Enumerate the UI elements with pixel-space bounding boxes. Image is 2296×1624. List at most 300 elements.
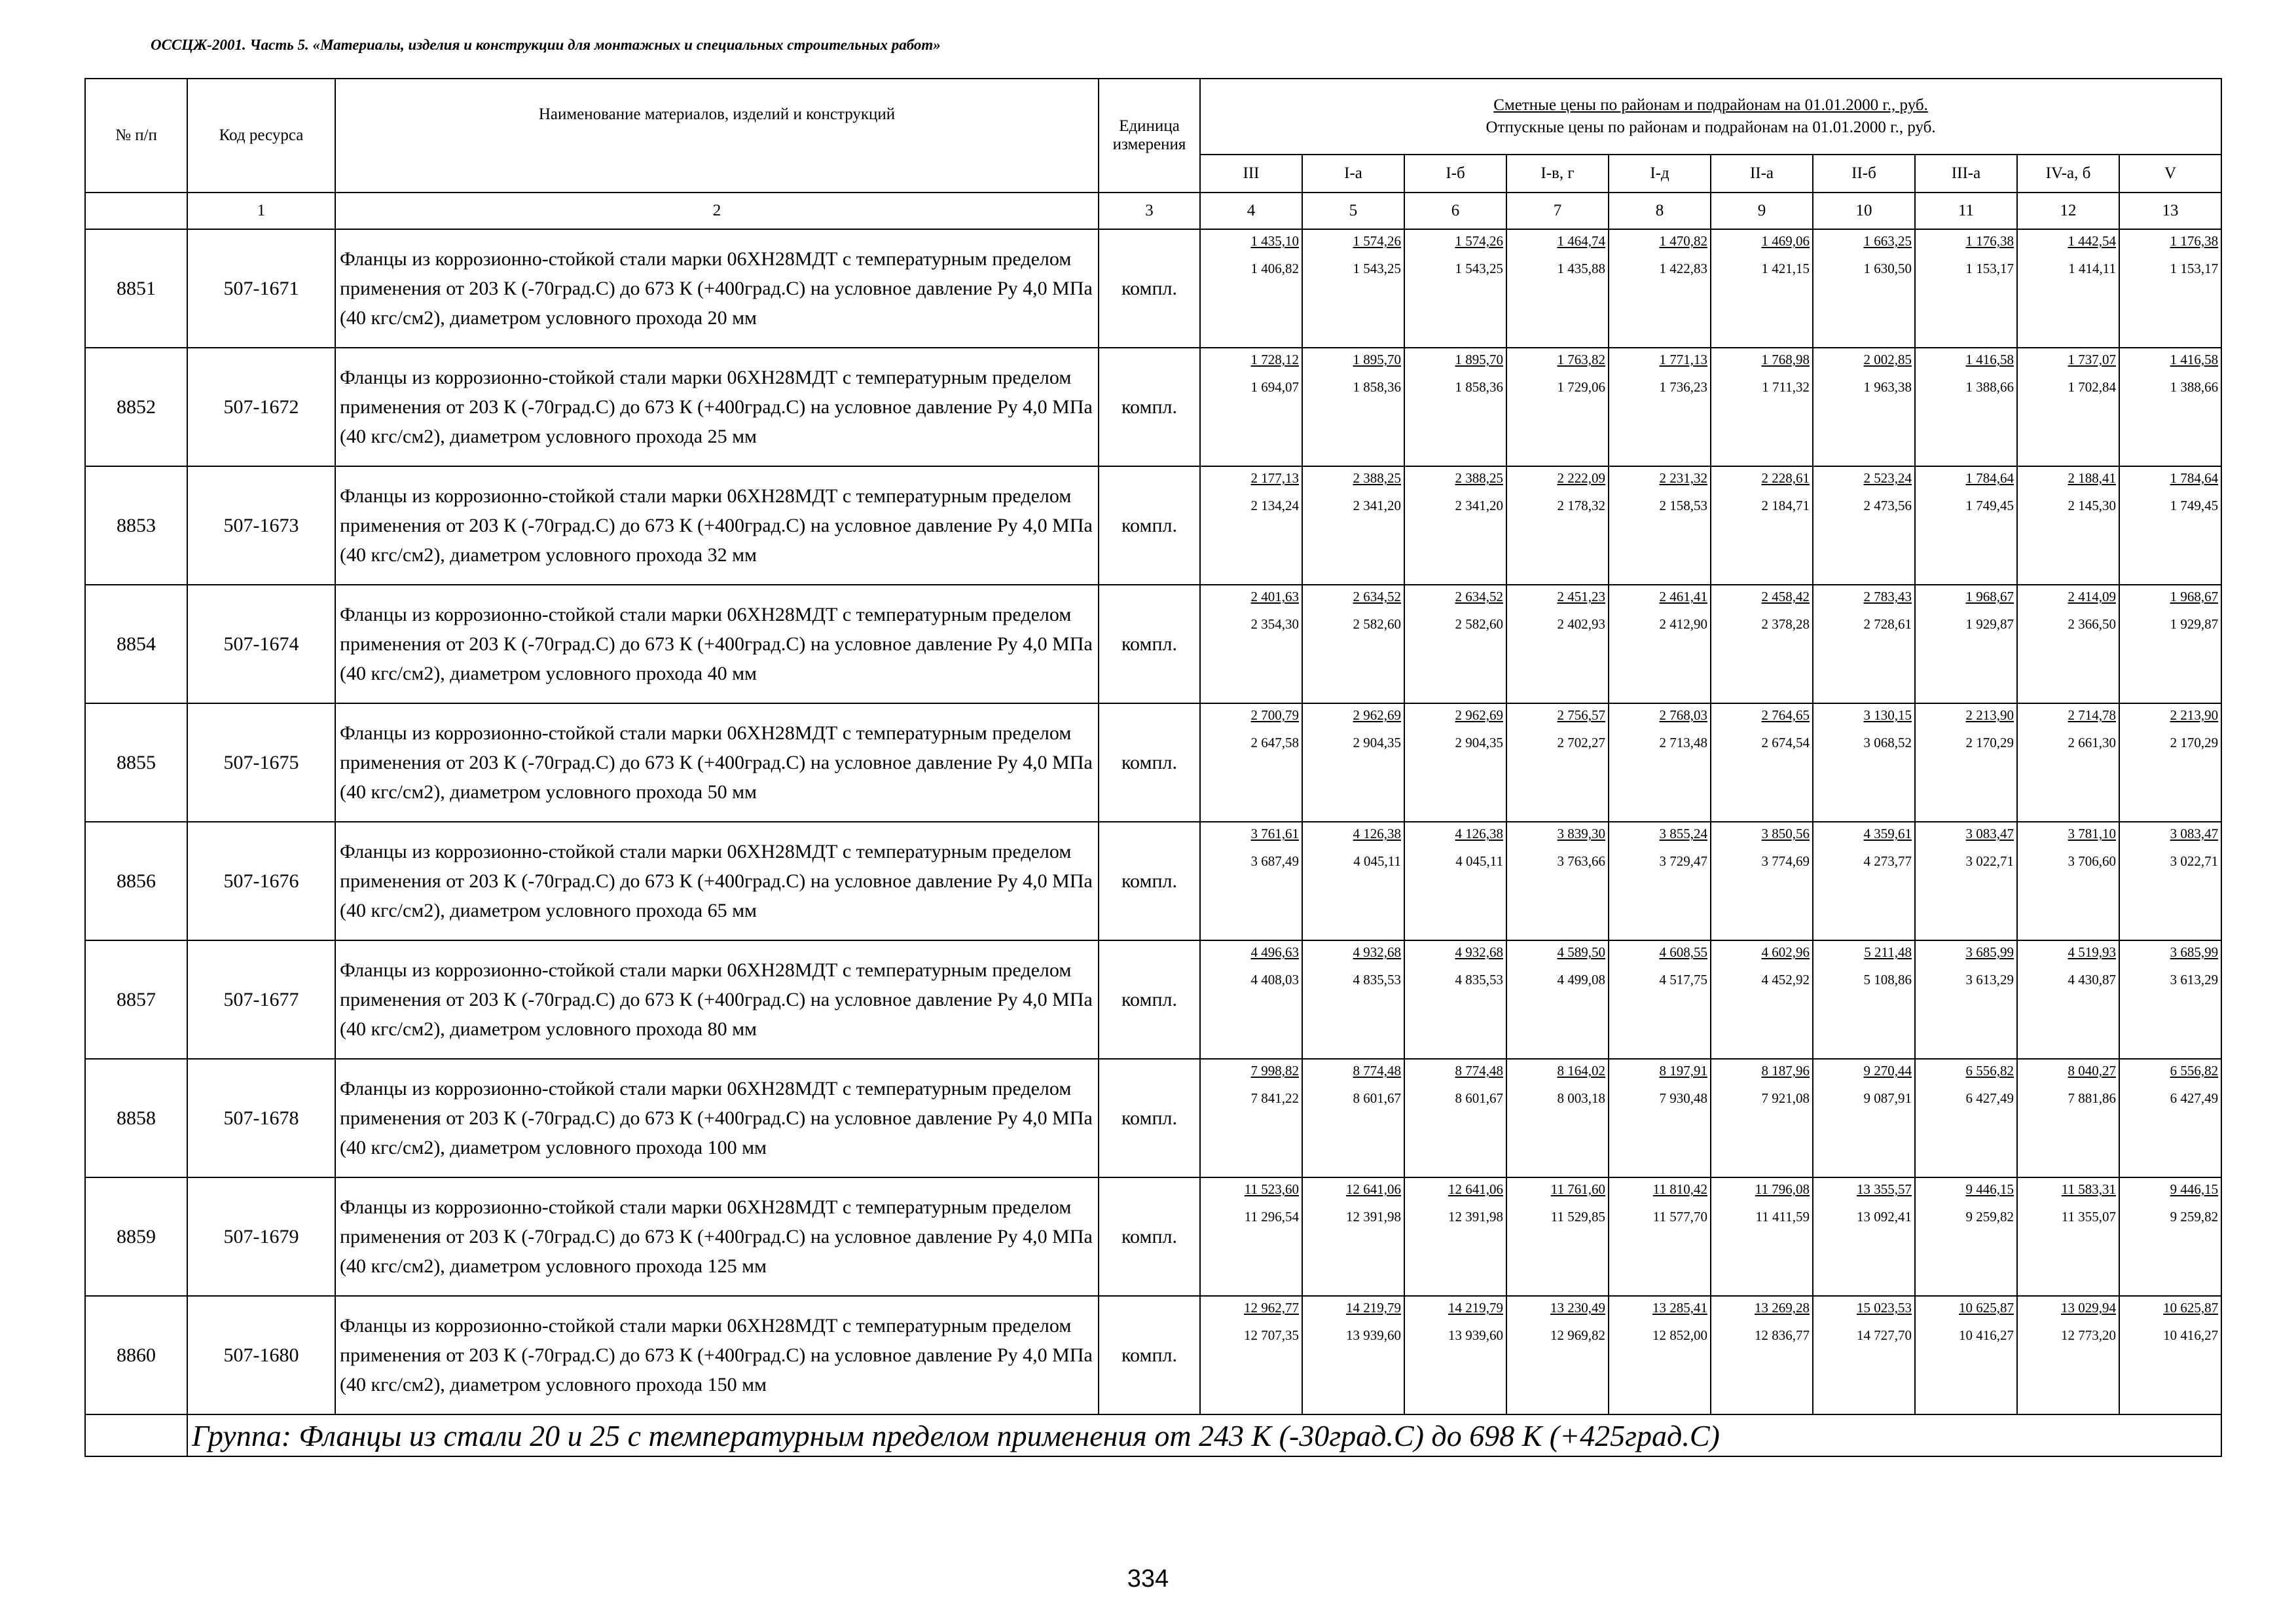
material-name: Фланцы из коррозионно-стойкой стали марки 06ХН28МДТ с температурным пределом применения от 203 К (-70град.С) до 673 К (+400град.С) на условное давление Ру 4,0 МПа (40 кгс/см2), диаметром условного прохода 80 мм bbox=[335, 940, 1099, 1059]
release-price: 1 749,45 bbox=[2170, 498, 2219, 513]
measure-unit: компл. bbox=[1099, 703, 1200, 822]
release-price: 1 543,25 bbox=[1455, 261, 1503, 276]
release-price: 2 170,29 bbox=[2170, 735, 2219, 750]
region-header: I-в, г bbox=[1506, 155, 1609, 193]
price-cell bbox=[2017, 822, 2119, 940]
release-price: 7 930,48 bbox=[1659, 1090, 1707, 1106]
release-price: 4 045,11 bbox=[1353, 853, 1401, 869]
price-cell bbox=[1915, 1296, 2017, 1414]
table-row bbox=[85, 348, 2221, 466]
region-header: III-а bbox=[1915, 155, 2017, 193]
release-price: 12 391,98 bbox=[1346, 1209, 1401, 1225]
resource-code: 507-1675 bbox=[187, 703, 335, 822]
price-cell bbox=[1506, 1177, 1609, 1296]
estimate-price: 2 461,41 bbox=[1659, 589, 1707, 604]
table-row bbox=[85, 703, 2221, 822]
release-price: 2 184,71 bbox=[1761, 498, 1810, 513]
col-header-no: № п/п bbox=[85, 79, 187, 193]
price-cell bbox=[1813, 348, 1915, 466]
estimate-price: 1 737,07 bbox=[2068, 352, 2116, 367]
release-price: 1 929,87 bbox=[1965, 616, 2014, 632]
row-number: 8851 bbox=[85, 229, 187, 348]
release-price: 2 170,29 bbox=[1965, 735, 2014, 750]
release-price: 2 378,28 bbox=[1761, 616, 1810, 632]
estimate-price: 2 756,57 bbox=[1557, 707, 1605, 723]
release-price: 3 706,60 bbox=[2068, 853, 2116, 869]
price-cell bbox=[1506, 1059, 1609, 1177]
resource-code: 507-1673 bbox=[187, 466, 335, 585]
price-cell bbox=[1506, 585, 1609, 703]
price-cell bbox=[2017, 585, 2119, 703]
price-cell bbox=[1200, 1177, 1302, 1296]
row-number: 8853 bbox=[85, 466, 187, 585]
estimate-price: 2 523,24 bbox=[1863, 470, 1912, 486]
price-cell bbox=[1200, 229, 1302, 348]
release-price: 1 929,87 bbox=[2170, 616, 2219, 632]
column-number: 1 bbox=[187, 193, 335, 229]
estimate-price: 2 222,09 bbox=[1557, 470, 1605, 486]
release-price: 2 904,35 bbox=[1353, 735, 1401, 750]
release-price: 2 178,32 bbox=[1557, 498, 1605, 513]
estimate-price: 1 464,74 bbox=[1557, 233, 1605, 249]
price-cell bbox=[1813, 585, 1915, 703]
resource-code: 507-1679 bbox=[187, 1177, 335, 1296]
estimate-price: 4 519,93 bbox=[2068, 944, 2116, 960]
estimate-price: 2 634,52 bbox=[1353, 589, 1401, 604]
estimate-price: 3 130,15 bbox=[1863, 707, 1912, 723]
estimate-price: 8 040,27 bbox=[2068, 1063, 2116, 1079]
price-cell bbox=[1711, 703, 1813, 822]
release-price: 7 841,22 bbox=[1250, 1090, 1299, 1106]
estimate-price: 1 895,70 bbox=[1353, 352, 1401, 367]
price-cell bbox=[1609, 466, 1711, 585]
material-name: Фланцы из коррозионно-стойкой стали марки 06ХН28МДТ с температурным пределом применения от 203 К (-70град.С) до 673 К (+400град.С) на условное давление Ру 4,0 МПа (40 кгс/см2), диаметром условного прохода 40 мм bbox=[335, 585, 1099, 703]
estimate-price: 2 783,43 bbox=[1863, 589, 1912, 604]
release-price: 3 763,66 bbox=[1557, 853, 1605, 869]
material-name: Фланцы из коррозионно-стойкой стали марки 06ХН28МДТ с температурным пределом применения от 203 К (-70град.С) до 673 К (+400град.С) на условное давление Ру 4,0 МПа (40 кгс/см2), диаметром условного прохода 100 мм bbox=[335, 1059, 1099, 1177]
estimate-price: 2 401,63 bbox=[1250, 589, 1299, 604]
release-price: 3 613,29 bbox=[1965, 972, 2014, 987]
price-cell bbox=[1302, 940, 1404, 1059]
estimate-price: 1 768,98 bbox=[1761, 352, 1810, 367]
price-cell bbox=[1609, 1177, 1711, 1296]
release-price: 3 687,49 bbox=[1250, 853, 1299, 869]
price-cell bbox=[1200, 703, 1302, 822]
price-cell bbox=[1813, 466, 1915, 585]
column-number: 7 bbox=[1506, 193, 1609, 229]
release-price: 7 921,08 bbox=[1761, 1090, 1810, 1106]
price-cell bbox=[2119, 348, 2221, 466]
release-price: 1 694,07 bbox=[1250, 379, 1299, 395]
row-number: 8859 bbox=[85, 1177, 187, 1296]
release-price: 2 582,60 bbox=[1353, 616, 1401, 632]
estimate-price: 2 634,52 bbox=[1455, 589, 1503, 604]
material-name: Фланцы из коррозионно-стойкой стали марки 06ХН28МДТ с температурным пределом применения от 203 К (-70град.С) до 673 К (+400град.С) на условное давление Ру 4,0 МПа (40 кгс/см2), диаметром условного прохода 65 мм bbox=[335, 822, 1099, 940]
estimate-price: 6 556,82 bbox=[1965, 1063, 2014, 1079]
row-number: 8858 bbox=[85, 1059, 187, 1177]
price-cell bbox=[1813, 940, 1915, 1059]
material-name: Фланцы из коррозионно-стойкой стали марки 06ХН28МДТ с температурным пределом применения от 203 К (-70град.С) до 673 К (+400град.С) на условное давление Ру 4,0 МПа (40 кгс/см2), диаметром условного прохода 125 мм bbox=[335, 1177, 1099, 1296]
estimate-price: 8 164,02 bbox=[1557, 1063, 1605, 1079]
estimate-price: 4 359,61 bbox=[1863, 826, 1912, 841]
price-table bbox=[84, 78, 2222, 1457]
price-cell bbox=[2017, 466, 2119, 585]
estimate-price: 11 583,31 bbox=[2061, 1181, 2116, 1197]
price-cell bbox=[1506, 348, 1609, 466]
price-cell bbox=[1302, 348, 1404, 466]
release-price: 1 421,15 bbox=[1761, 261, 1810, 276]
price-cell bbox=[1915, 940, 2017, 1059]
price-cell bbox=[1609, 229, 1711, 348]
price-cell bbox=[1711, 822, 1813, 940]
price-cell bbox=[1302, 1059, 1404, 1177]
column-number: 8 bbox=[1609, 193, 1711, 229]
table-row bbox=[85, 466, 2221, 585]
price-cell bbox=[2119, 703, 2221, 822]
estimate-price: 2 962,69 bbox=[1353, 707, 1401, 723]
region-header: I-а bbox=[1302, 155, 1404, 193]
price-cell bbox=[1813, 1296, 1915, 1414]
release-price: 8 601,67 bbox=[1455, 1090, 1503, 1106]
release-price: 4 517,75 bbox=[1659, 972, 1707, 987]
release-price: 9 259,82 bbox=[1965, 1209, 2014, 1225]
release-price: 2 661,30 bbox=[2068, 735, 2116, 750]
release-price: 3 613,29 bbox=[2170, 972, 2219, 987]
release-price: 4 045,11 bbox=[1455, 853, 1503, 869]
price-cell bbox=[1302, 703, 1404, 822]
estimate-price: 10 625,87 bbox=[1959, 1300, 2014, 1316]
price-cell bbox=[1404, 822, 1506, 940]
estimate-price: 1 416,58 bbox=[1965, 352, 2014, 367]
release-price: 1 736,23 bbox=[1659, 379, 1707, 395]
price-cell bbox=[2119, 229, 2221, 348]
estimate-price: 1 470,82 bbox=[1659, 233, 1707, 249]
page-number: 334 bbox=[1127, 1565, 1169, 1593]
release-price: 1 388,66 bbox=[1965, 379, 2014, 395]
estimate-price: 8 774,48 bbox=[1455, 1063, 1503, 1079]
price-cell bbox=[1711, 466, 1813, 585]
price-cell bbox=[2119, 1296, 2221, 1414]
col-header-prices bbox=[1200, 79, 2221, 155]
release-price: 12 969,82 bbox=[1550, 1327, 1605, 1343]
release-price: 11 529,85 bbox=[1550, 1209, 1605, 1225]
release-price: 12 852,00 bbox=[1652, 1327, 1707, 1343]
price-cell bbox=[2119, 1177, 2221, 1296]
estimate-price: 1 968,67 bbox=[2170, 589, 2219, 604]
estimate-price: 2 962,69 bbox=[1455, 707, 1503, 723]
price-cell bbox=[2017, 703, 2119, 822]
column-number: 12 bbox=[2017, 193, 2119, 229]
price-cell bbox=[1915, 348, 2017, 466]
region-header: III bbox=[1200, 155, 1302, 193]
estimate-price: 15 023,53 bbox=[1857, 1300, 1912, 1316]
release-price: 2 904,35 bbox=[1455, 735, 1503, 750]
estimate-price: 1 416,58 bbox=[2170, 352, 2219, 367]
estimate-price: 9 446,15 bbox=[1965, 1181, 2014, 1197]
price-cell bbox=[2119, 1059, 2221, 1177]
price-cell bbox=[1915, 703, 2017, 822]
price-cell bbox=[1609, 703, 1711, 822]
measure-unit: компл. bbox=[1099, 1177, 1200, 1296]
release-price: 8 003,18 bbox=[1557, 1090, 1605, 1106]
estimate-price: 8 187,96 bbox=[1761, 1063, 1810, 1079]
price-cell bbox=[2017, 1296, 2119, 1414]
region-header: II-б bbox=[1813, 155, 1915, 193]
release-price: 12 391,98 bbox=[1448, 1209, 1503, 1225]
row-number: 8856 bbox=[85, 822, 187, 940]
price-cell bbox=[1506, 940, 1609, 1059]
group-row bbox=[85, 1414, 2221, 1456]
estimate-price: 1 771,13 bbox=[1659, 352, 1707, 367]
estimate-price: 1 574,26 bbox=[1455, 233, 1503, 249]
material-name: Фланцы из коррозионно-стойкой стали марки 06ХН28МДТ с температурным пределом применения от 203 К (-70град.С) до 673 К (+400град.С) на условное давление Ру 4,0 МПа (40 кгс/см2), диаметром условного прохода 32 мм bbox=[335, 466, 1099, 585]
release-price: 4 835,53 bbox=[1455, 972, 1503, 987]
measure-unit: компл. bbox=[1099, 1059, 1200, 1177]
release-price: 2 647,58 bbox=[1250, 735, 1299, 750]
price-cell bbox=[1915, 466, 2017, 585]
price-cell bbox=[1200, 466, 1302, 585]
price-cell bbox=[1609, 1296, 1711, 1414]
resource-code: 507-1677 bbox=[187, 940, 335, 1059]
price-cell bbox=[1813, 1059, 1915, 1177]
material-name: Фланцы из коррозионно-стойкой стали марки 06ХН28МДТ с температурным пределом применения от 203 К (-70град.С) до 673 К (+400град.С) на условное давление Ру 4,0 МПа (40 кгс/см2), диаметром условного прохода 20 мм bbox=[335, 229, 1099, 348]
release-price: 13 092,41 bbox=[1857, 1209, 1912, 1225]
estimate-price: 8 774,48 bbox=[1353, 1063, 1401, 1079]
resource-code: 507-1680 bbox=[187, 1296, 335, 1414]
estimate-price: 11 523,60 bbox=[1244, 1181, 1299, 1197]
price-cell bbox=[1915, 1059, 2017, 1177]
row-number: 8854 bbox=[85, 585, 187, 703]
release-price: 7 881,86 bbox=[2068, 1090, 2116, 1106]
estimate-price: 7 998,82 bbox=[1250, 1063, 1299, 1079]
estimate-price: 2 228,61 bbox=[1761, 470, 1810, 486]
release-price: 2 145,30 bbox=[2068, 498, 2116, 513]
region-header: V bbox=[2119, 155, 2221, 193]
estimate-price: 12 641,06 bbox=[1448, 1181, 1503, 1197]
price-cell bbox=[1506, 466, 1609, 585]
estimate-price: 3 850,56 bbox=[1761, 826, 1810, 841]
release-price: 3 022,71 bbox=[1965, 853, 2014, 869]
price-cell bbox=[1200, 348, 1302, 466]
price-cell bbox=[2017, 940, 2119, 1059]
table-row bbox=[85, 585, 2221, 703]
release-price: 3 774,69 bbox=[1761, 853, 1810, 869]
release-price: 12 707,35 bbox=[1244, 1327, 1299, 1343]
price-cell bbox=[1813, 703, 1915, 822]
column-number-row bbox=[85, 193, 2221, 229]
price-cell bbox=[1506, 1296, 1609, 1414]
estimate-price: 2 700,79 bbox=[1250, 707, 1299, 723]
release-price: 11 411,59 bbox=[1755, 1209, 1810, 1225]
price-cell bbox=[1609, 585, 1711, 703]
group-row-blank bbox=[85, 1414, 187, 1456]
release-price: 1 388,66 bbox=[2170, 379, 2219, 395]
price-cell bbox=[1711, 1296, 1813, 1414]
measure-unit: компл. bbox=[1099, 940, 1200, 1059]
estimate-price: 4 932,68 bbox=[1353, 944, 1401, 960]
estimate-price: 4 126,38 bbox=[1353, 826, 1401, 841]
price-cell bbox=[1302, 1177, 1404, 1296]
estimate-price: 2 213,90 bbox=[1965, 707, 2014, 723]
column-number: 10 bbox=[1813, 193, 1915, 229]
column-number: 2 bbox=[335, 193, 1099, 229]
measure-unit: компл. bbox=[1099, 348, 1200, 466]
price-cell bbox=[1404, 466, 1506, 585]
resource-code: 507-1678 bbox=[187, 1059, 335, 1177]
release-price: 2 412,90 bbox=[1659, 616, 1707, 632]
resource-code: 507-1671 bbox=[187, 229, 335, 348]
estimate-price: 3 685,99 bbox=[1965, 944, 2014, 960]
column-number: 11 bbox=[1915, 193, 2017, 229]
column-number: 4 bbox=[1200, 193, 1302, 229]
price-cell bbox=[1711, 229, 1813, 348]
price-cell bbox=[2017, 348, 2119, 466]
release-price: 2 402,93 bbox=[1557, 616, 1605, 632]
estimate-price: 3 685,99 bbox=[2170, 944, 2219, 960]
table-row bbox=[85, 822, 2221, 940]
estimate-price: 12 641,06 bbox=[1346, 1181, 1401, 1197]
release-price: 1 729,06 bbox=[1557, 379, 1605, 395]
price-cell bbox=[1915, 1177, 2017, 1296]
release-price: 11 577,70 bbox=[1652, 1209, 1707, 1225]
measure-unit: компл. bbox=[1099, 822, 1200, 940]
price-cell bbox=[1302, 1296, 1404, 1414]
release-price: 1 749,45 bbox=[1965, 498, 2014, 513]
release-price: 1 153,17 bbox=[1965, 261, 2014, 276]
price-cell bbox=[1200, 585, 1302, 703]
group-title: Группа: Фланцы из стали 20 и 25 с температурным пределом применения от 243 К (-30град.С) до 698 К (+425град.С) bbox=[187, 1414, 2221, 1456]
table-row bbox=[85, 1296, 2221, 1414]
release-price: 14 727,70 bbox=[1857, 1327, 1912, 1343]
release-price: 2 354,30 bbox=[1250, 616, 1299, 632]
release-price: 1 543,25 bbox=[1353, 261, 1401, 276]
release-price: 1 711,32 bbox=[1762, 379, 1810, 395]
estimate-price: 13 029,94 bbox=[2061, 1300, 2116, 1316]
release-price: 4 273,77 bbox=[1863, 853, 1912, 869]
table-row bbox=[85, 940, 2221, 1059]
release-price: 2 341,20 bbox=[1455, 498, 1503, 513]
release-price: 1 963,38 bbox=[1863, 379, 1912, 395]
release-price: 1 858,36 bbox=[1455, 379, 1503, 395]
release-price: 3 022,71 bbox=[2170, 853, 2219, 869]
estimate-price: 13 230,49 bbox=[1550, 1300, 1605, 1316]
estimate-price: 11 796,08 bbox=[1755, 1181, 1810, 1197]
estimate-price: 1 176,38 bbox=[2170, 233, 2219, 249]
price-cell bbox=[1813, 822, 1915, 940]
estimate-price: 3 083,47 bbox=[1965, 826, 2014, 841]
column-number: 9 bbox=[1711, 193, 1813, 229]
price-cell bbox=[1813, 1177, 1915, 1296]
estimate-price: 1 784,64 bbox=[2170, 470, 2219, 486]
price-cell bbox=[2017, 1177, 2119, 1296]
estimate-price: 14 219,79 bbox=[1346, 1300, 1401, 1316]
region-header: IV-а, б bbox=[2017, 155, 2119, 193]
estimate-price: 2 213,90 bbox=[2170, 707, 2219, 723]
release-price: 9 087,91 bbox=[1863, 1090, 1912, 1106]
estimate-price: 3 781,10 bbox=[2068, 826, 2116, 841]
price-cell bbox=[1506, 703, 1609, 822]
price-cell bbox=[1404, 940, 1506, 1059]
row-number: 8857 bbox=[85, 940, 187, 1059]
release-price: 1 153,17 bbox=[2170, 261, 2219, 276]
price-cell bbox=[2017, 229, 2119, 348]
price-cell bbox=[1302, 229, 1404, 348]
release-price: 1 414,11 bbox=[2068, 261, 2116, 276]
estimate-price: 11 761,60 bbox=[1550, 1181, 1605, 1197]
price-cell bbox=[1404, 348, 1506, 466]
estimate-price: 10 625,87 bbox=[2163, 1300, 2219, 1316]
release-price: 1 406,82 bbox=[1250, 261, 1299, 276]
release-price: 4 499,08 bbox=[1557, 972, 1605, 987]
release-price: 2 473,56 bbox=[1863, 498, 1912, 513]
release-price: 12 773,20 bbox=[2061, 1327, 2116, 1343]
estimate-price: 2 451,23 bbox=[1557, 589, 1605, 604]
release-price: 1 630,50 bbox=[1863, 261, 1912, 276]
price-cell bbox=[2119, 585, 2221, 703]
release-price: 9 259,82 bbox=[2170, 1209, 2219, 1225]
estimate-price: 11 810,42 bbox=[1652, 1181, 1707, 1197]
price-cell bbox=[1711, 1177, 1813, 1296]
estimate-price: 2 764,65 bbox=[1761, 707, 1810, 723]
release-price: 3 729,47 bbox=[1659, 853, 1707, 869]
estimate-price: 4 602,96 bbox=[1761, 944, 1810, 960]
estimate-price: 1 469,06 bbox=[1761, 233, 1810, 249]
estimate-price: 1 176,38 bbox=[1965, 233, 2014, 249]
resource-code: 507-1672 bbox=[187, 348, 335, 466]
estimate-price: 4 932,68 bbox=[1455, 944, 1503, 960]
col-header-unit: Единица измерения bbox=[1099, 79, 1200, 193]
estimate-price: 1 784,64 bbox=[1965, 470, 2014, 486]
release-price: 2 582,60 bbox=[1455, 616, 1503, 632]
price-header-estimate: Сметные цены по районам и подрайонам на 01.01.2000 г., руб. bbox=[1493, 96, 1928, 114]
document-header: ОССЦЖ-2001. Часть 5. «Материалы, изделия и конструкции для монтажных и специальных строительных работ» bbox=[151, 37, 941, 53]
release-price: 4 452,92 bbox=[1761, 972, 1810, 987]
row-number: 8855 bbox=[85, 703, 187, 822]
price-cell bbox=[1506, 822, 1609, 940]
table-body bbox=[85, 229, 2221, 1456]
column-number: 5 bbox=[1302, 193, 1404, 229]
estimate-price: 2 388,25 bbox=[1455, 470, 1503, 486]
estimate-price: 1 574,26 bbox=[1353, 233, 1401, 249]
estimate-price: 2 458,42 bbox=[1761, 589, 1810, 604]
price-cell bbox=[1404, 703, 1506, 822]
price-cell bbox=[1302, 585, 1404, 703]
price-cell bbox=[2119, 822, 2221, 940]
release-price: 1 422,83 bbox=[1659, 261, 1707, 276]
release-price: 1 858,36 bbox=[1353, 379, 1401, 395]
price-cell bbox=[1711, 585, 1813, 703]
release-price: 6 427,49 bbox=[1965, 1090, 2014, 1106]
estimate-price: 13 285,41 bbox=[1652, 1300, 1707, 1316]
price-cell bbox=[1404, 1177, 1506, 1296]
estimate-price: 13 269,28 bbox=[1755, 1300, 1810, 1316]
estimate-price: 1 728,12 bbox=[1250, 352, 1299, 367]
release-price: 2 702,27 bbox=[1557, 735, 1605, 750]
estimate-price: 4 608,55 bbox=[1659, 944, 1707, 960]
release-price: 12 836,77 bbox=[1755, 1327, 1810, 1343]
price-cell bbox=[1813, 229, 1915, 348]
region-header: I-б bbox=[1404, 155, 1506, 193]
price-cell bbox=[1609, 1059, 1711, 1177]
release-price: 13 939,60 bbox=[1346, 1327, 1401, 1343]
price-cell bbox=[1609, 348, 1711, 466]
column-number: 6 bbox=[1404, 193, 1506, 229]
measure-unit: компл. bbox=[1099, 466, 1200, 585]
estimate-price: 3 839,30 bbox=[1557, 826, 1605, 841]
release-price: 4 408,03 bbox=[1250, 972, 1299, 987]
release-price: 8 601,67 bbox=[1353, 1090, 1401, 1106]
estimate-price: 3 855,24 bbox=[1659, 826, 1707, 841]
